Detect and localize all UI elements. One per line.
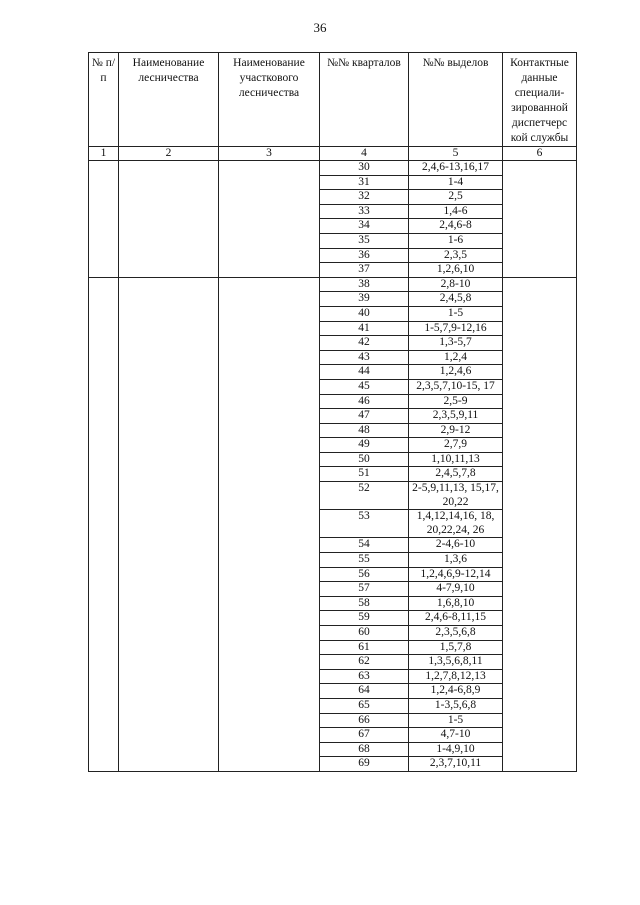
quarter-cell: 31 bbox=[320, 175, 409, 190]
allotments-cell: 1-5 bbox=[409, 713, 503, 728]
allotments-cell: 4-7,9,10 bbox=[409, 582, 503, 597]
num-cell bbox=[89, 277, 119, 771]
allotments-cell: 2,8-10 bbox=[409, 277, 503, 292]
column-number: 1 bbox=[89, 147, 119, 161]
contacts-cell bbox=[503, 277, 577, 771]
header-district-forestry: Наименование участкового лесничества bbox=[219, 53, 320, 147]
allotments-cell: 1,6,8,10 bbox=[409, 596, 503, 611]
quarter-cell: 43 bbox=[320, 350, 409, 365]
allotments-cell: 2,7,9 bbox=[409, 438, 503, 453]
quarter-cell: 63 bbox=[320, 669, 409, 684]
quarter-cell: 46 bbox=[320, 394, 409, 409]
allotments-cell: 4,7-10 bbox=[409, 728, 503, 743]
quarter-cell: 37 bbox=[320, 263, 409, 278]
column-number: 4 bbox=[320, 147, 409, 161]
quarter-cell: 48 bbox=[320, 423, 409, 438]
allotments-cell: 1-5 bbox=[409, 306, 503, 321]
allotments-cell: 2,3,7,10,11 bbox=[409, 757, 503, 772]
allotments-cell: 2,3,5 bbox=[409, 248, 503, 263]
quarter-cell: 68 bbox=[320, 742, 409, 757]
column-number: 2 bbox=[119, 147, 219, 161]
allotments-cell: 2,3,5,6,8 bbox=[409, 626, 503, 641]
header-quarters: №№ кварталов bbox=[320, 53, 409, 147]
allotments-cell: 1-3,5,6,8 bbox=[409, 698, 503, 713]
allotments-cell: 1-4,9,10 bbox=[409, 742, 503, 757]
header-num: № п/п bbox=[89, 53, 119, 147]
quarter-cell: 49 bbox=[320, 438, 409, 453]
allotments-cell: 1,2,4,6,9-12,14 bbox=[409, 567, 503, 582]
forestry-table bbox=[88, 52, 577, 772]
allotments-cell: 1,2,6,10 bbox=[409, 263, 503, 278]
allotments-cell: 2-5,9,11,13, 15,17, 20,22 bbox=[409, 482, 503, 510]
allotments-cell: 1-5,7,9-12,16 bbox=[409, 321, 503, 336]
allotments-cell: 1-4 bbox=[409, 175, 503, 190]
contacts-cell bbox=[503, 161, 577, 278]
column-number-row bbox=[89, 147, 577, 161]
quarter-cell: 41 bbox=[320, 321, 409, 336]
quarter-cell: 67 bbox=[320, 728, 409, 743]
allotments-cell: 1,4,12,14,16, 18, 20,22,24, 26 bbox=[409, 510, 503, 538]
quarter-cell: 42 bbox=[320, 336, 409, 351]
allotments-cell: 2,3,5,9,11 bbox=[409, 409, 503, 424]
allotments-cell: 1,2,4,6 bbox=[409, 365, 503, 380]
quarter-cell: 65 bbox=[320, 698, 409, 713]
quarter-cell: 54 bbox=[320, 538, 409, 553]
table-row bbox=[89, 161, 577, 176]
quarter-cell: 33 bbox=[320, 204, 409, 219]
quarter-cell: 47 bbox=[320, 409, 409, 424]
quarter-cell: 50 bbox=[320, 452, 409, 467]
quarter-cell: 57 bbox=[320, 582, 409, 597]
quarter-cell: 40 bbox=[320, 306, 409, 321]
quarter-cell: 53 bbox=[320, 510, 409, 538]
quarter-cell: 35 bbox=[320, 233, 409, 248]
header-row bbox=[89, 53, 577, 147]
quarter-cell: 64 bbox=[320, 684, 409, 699]
allotments-cell: 2,5-9 bbox=[409, 394, 503, 409]
allotments-cell: 1,2,4-6,8,9 bbox=[409, 684, 503, 699]
quarter-cell: 52 bbox=[320, 482, 409, 510]
allotments-cell: 1,5,7,8 bbox=[409, 640, 503, 655]
quarter-cell: 51 bbox=[320, 467, 409, 482]
quarter-cell: 45 bbox=[320, 379, 409, 394]
allotments-cell: 2,4,5,8 bbox=[409, 292, 503, 307]
allotments-cell: 2,5 bbox=[409, 190, 503, 205]
quarter-cell: 61 bbox=[320, 640, 409, 655]
allotments-cell: 1,2,7,8,12,13 bbox=[409, 669, 503, 684]
allotments-cell: 1-6 bbox=[409, 233, 503, 248]
quarter-cell: 69 bbox=[320, 757, 409, 772]
allotments-cell: 1,3,6 bbox=[409, 553, 503, 568]
allotments-cell: 2,4,6-13,16,17 bbox=[409, 161, 503, 176]
quarter-cell: 59 bbox=[320, 611, 409, 626]
quarter-cell: 34 bbox=[320, 219, 409, 234]
allotments-cell: 1,3-5,7 bbox=[409, 336, 503, 351]
column-number: 5 bbox=[409, 147, 503, 161]
quarter-cell: 55 bbox=[320, 553, 409, 568]
allotments-cell: 2,9-12 bbox=[409, 423, 503, 438]
quarter-cell: 38 bbox=[320, 277, 409, 292]
district-forestry-cell bbox=[219, 161, 320, 278]
quarter-cell: 36 bbox=[320, 248, 409, 263]
forestry-cell bbox=[119, 161, 219, 278]
quarter-cell: 32 bbox=[320, 190, 409, 205]
num-cell bbox=[89, 161, 119, 278]
district-forestry-cell bbox=[219, 277, 320, 771]
quarter-cell: 56 bbox=[320, 567, 409, 582]
forestry-cell bbox=[119, 277, 219, 771]
header-allotments: №№ выделов bbox=[409, 53, 503, 147]
quarter-cell: 39 bbox=[320, 292, 409, 307]
column-number: 6 bbox=[503, 147, 577, 161]
allotments-cell: 2,4,6-8,11,15 bbox=[409, 611, 503, 626]
allotments-cell: 2,3,5,7,10-15, 17 bbox=[409, 379, 503, 394]
allotments-cell: 1,2,4 bbox=[409, 350, 503, 365]
allotments-cell: 1,4-6 bbox=[409, 204, 503, 219]
allotments-cell: 1,3,5,6,8,11 bbox=[409, 655, 503, 670]
allotments-cell: 2,4,6-8 bbox=[409, 219, 503, 234]
column-number: 3 bbox=[219, 147, 320, 161]
quarter-cell: 60 bbox=[320, 626, 409, 641]
allotments-cell: 2-4,6-10 bbox=[409, 538, 503, 553]
page-number: 36 bbox=[313, 20, 327, 35]
header-dispatch-contacts: Контактные данные специали-зированной диспетчерс кой службы bbox=[503, 53, 577, 147]
quarter-cell: 58 bbox=[320, 596, 409, 611]
header-forestry: Наименование лесничества bbox=[119, 53, 219, 147]
table-row bbox=[89, 277, 577, 292]
table-body bbox=[89, 161, 577, 772]
quarter-cell: 30 bbox=[320, 161, 409, 176]
quarter-cell: 66 bbox=[320, 713, 409, 728]
allotments-cell: 2,4,5,7,8 bbox=[409, 467, 503, 482]
quarter-cell: 44 bbox=[320, 365, 409, 380]
allotments-cell: 1,10,11,13 bbox=[409, 452, 503, 467]
quarter-cell: 62 bbox=[320, 655, 409, 670]
